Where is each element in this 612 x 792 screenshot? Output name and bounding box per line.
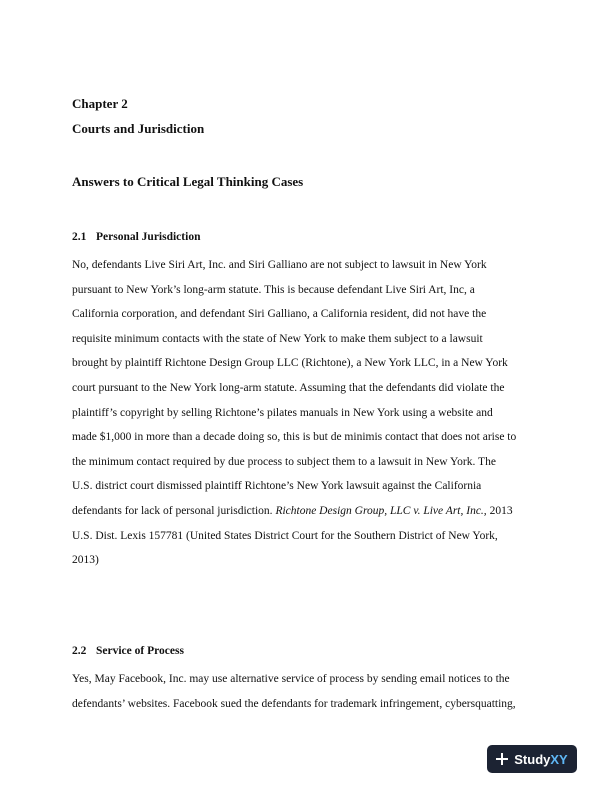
text-line: defendants’ websites. Facebook sued the defendants for trademark infringement, cybersquatting, xyxy=(72,697,516,710)
citation-line xyxy=(72,499,544,524)
subheading-personal-jurisdiction xyxy=(72,231,200,243)
subheading-service-of-process xyxy=(72,645,184,657)
paragraph-personal-jurisdiction xyxy=(72,253,544,573)
section-title: Answers to Critical Legal Thinking Cases xyxy=(72,174,304,189)
text-line: brought by plaintiff Richtone Design Group LLC (Richtone), a New York LLC, in a New York xyxy=(72,357,508,370)
chapter-number: Chapter 2 xyxy=(72,96,128,111)
text-line: U.S. district court dismissed plaintiff Richtone’s New York lawsuit against the California xyxy=(72,480,482,493)
text-line: No, defendants Live Siri Art, Inc. and Siri Galliano are not subject to lawsuit in New York xyxy=(72,259,487,271)
subheading-number: 2.1 xyxy=(72,231,87,243)
text-line: plaintiff’s copyright by selling Richtone’s pilates manuals in New York using a website and xyxy=(72,406,493,419)
text-line: California corporation, and defendant Siri Galliano, a California resident, did not have the xyxy=(72,308,487,321)
text-line: pursuant to New York’s long-arm statute. This is because defendant Live Siri Art, Inc, a xyxy=(72,283,475,296)
citation-prefix: defendants for lack of personal jurisdiction. xyxy=(72,504,276,517)
subheading-text: Personal Jurisdiction xyxy=(96,231,201,243)
paragraph-service-of-process xyxy=(72,667,544,716)
text-line: made $1,000 in more than a decade doing so, this is but de minimis contact that does not arise to xyxy=(72,431,517,444)
subheading-text: Service of Process xyxy=(96,645,184,657)
case-name: Richtone Design Group, LLC v. Live Art, Inc., xyxy=(275,504,487,517)
text-line: U.S. Dist. Lexis 157781 (United States District Court for the Southern District of New York, xyxy=(72,529,498,542)
studyxy-logo-badge[interactable] xyxy=(487,745,577,773)
plus-icon xyxy=(496,753,508,765)
text-line: court pursuant to the New York long-arm statute. Assuming that the defendants did violate the xyxy=(72,381,505,394)
citation-suffix: 2013 xyxy=(486,504,513,517)
brand-name-study: Study xyxy=(514,751,551,767)
chapter-title: Courts and Jurisdiction xyxy=(72,121,205,136)
brand-name-xy: XY xyxy=(550,751,568,767)
text-line: the minimum contact required by due process to subject them to a lawsuit in New York. The xyxy=(72,455,496,468)
subheading-number: 2.2 xyxy=(72,645,87,657)
text-line: requisite minimum contacts with the state of New York to make them subject to a lawsuit xyxy=(72,332,483,345)
text-line: 2013) xyxy=(72,554,99,567)
text-line: Yes, May Facebook, Inc. may use alternative service of process by sending email notices to the xyxy=(72,673,510,685)
